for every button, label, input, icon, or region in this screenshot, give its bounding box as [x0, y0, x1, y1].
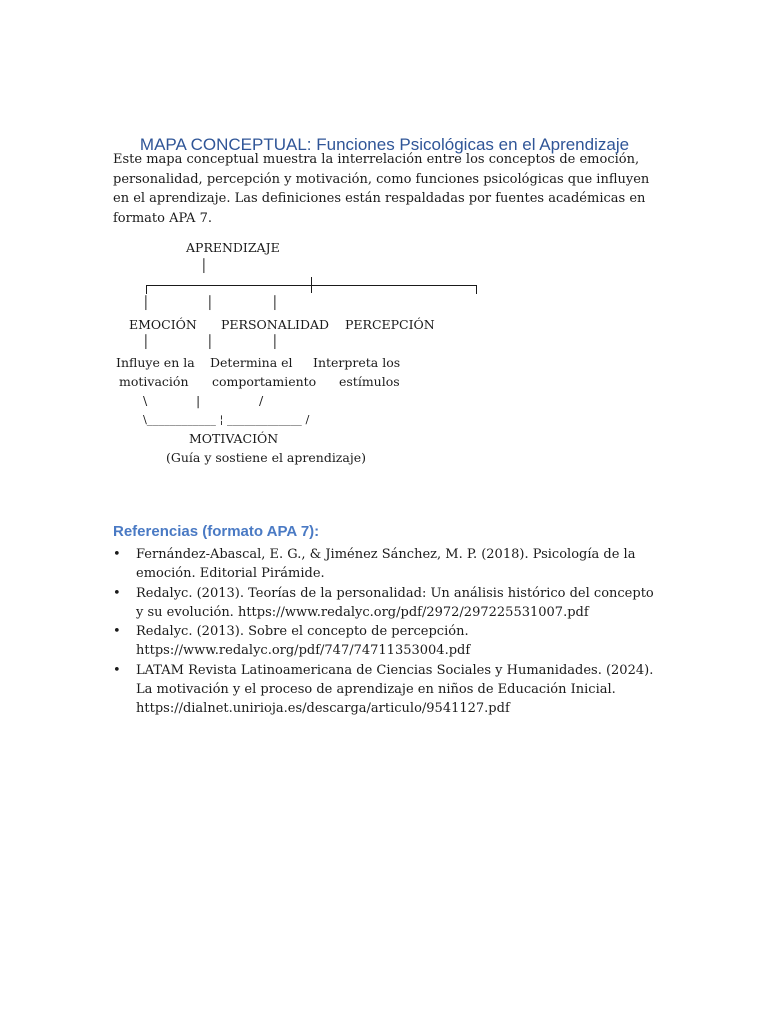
- map-concept-emocion: EMOCIÓN: [129, 317, 197, 332]
- map-motivacion-desc: (Guía y sostiene el aprendizaje): [166, 450, 366, 465]
- map-connector-right: /: [259, 393, 264, 408]
- reference-item: [113, 584, 658, 623]
- map-connector-personalidad-top: │: [206, 295, 214, 310]
- map-desc-emocion-1: Influye en la: [116, 355, 195, 370]
- references-list: [113, 545, 658, 719]
- bullet-icon: •: [113, 624, 121, 640]
- reference-item: [113, 622, 658, 661]
- map-branch-tick-right: [476, 285, 477, 294]
- reference-text: Redalyc. (2013). Teorías de la personalidad: Un análisis histórico del concepto y su evolución. https://www.redalyc.org/pdf/2972/297225531007.pdf: [136, 585, 654, 620]
- map-connector-personalidad-bottom: │: [206, 334, 214, 349]
- map-root-connector: │: [200, 258, 208, 273]
- bullet-icon: •: [113, 547, 121, 562]
- map-root-aprendizaje: APRENDIZAJE: [186, 240, 280, 255]
- reference-text: Fernández-Abascal, E. G., & Jiménez Sánchez, M. P. (2018). Psicología de la emoción. Editorial Pirámide.: [136, 547, 636, 582]
- page-title: MAPA CONCEPTUAL: Funciones Psicológicas en el Aprendizaje: [139, 135, 630, 155]
- reference-text: Redalyc. (2013). Sobre el concepto de percepción. https://www.redalyc.org/pdf/747/74711353004.pdf: [136, 624, 471, 659]
- map-desc-percepcion-2: estímulos: [339, 374, 400, 389]
- map-concept-motivacion: MOTIVACIÓN: [189, 431, 279, 446]
- reference-item: [113, 545, 658, 584]
- map-desc-emocion-2: motivación: [119, 374, 189, 389]
- map-connector-left: \: [143, 393, 148, 408]
- bullet-icon: •: [113, 662, 121, 678]
- map-connector-percepcion-bottom: │: [271, 334, 279, 349]
- map-connector-emocion-bottom: │: [142, 334, 150, 349]
- intro-paragraph: Este mapa conceptual muestra la interrelación entre los conceptos de emoción, personalidad, percepción y motivación, como funciones psicológicas que influyen en el aprendizaje. Las definiciones están respaldadas por fuentes académicas en formato APA 7.: [113, 152, 650, 226]
- bullet-icon: •: [113, 585, 121, 601]
- reference-text: LATAM Revista Latinoamericana de Ciencias Sociales y Humanidades. (2024). La motivación y el proceso de aprendizaje en niños de Educación Inicial. https://dialnet.unirioja.es/descarga/articulo/9541127.pdf: [136, 662, 654, 717]
- map-branch-tick-center: [311, 277, 312, 293]
- references-heading: Referencias (formato APA 7):: [113, 523, 320, 540]
- map-concept-percepcion: PERCEPCIÓN: [345, 317, 435, 332]
- reference-item: [113, 661, 658, 719]
- map-concept-personalidad: PERSONALIDAD: [221, 317, 330, 332]
- map-connector-middle: |: [196, 393, 201, 408]
- map-desc-personalidad-2: comportamiento: [212, 374, 317, 389]
- map-desc-percepcion-1: Interpreta los: [313, 355, 401, 370]
- map-join-line: \____________ ¦ _____________ /: [143, 412, 310, 426]
- map-connector-emocion-top: │: [142, 295, 150, 310]
- map-desc-personalidad-1: Determina el: [210, 355, 293, 370]
- map-branch-tick-left: [146, 285, 147, 294]
- map-connector-percepcion-top: │: [271, 295, 279, 310]
